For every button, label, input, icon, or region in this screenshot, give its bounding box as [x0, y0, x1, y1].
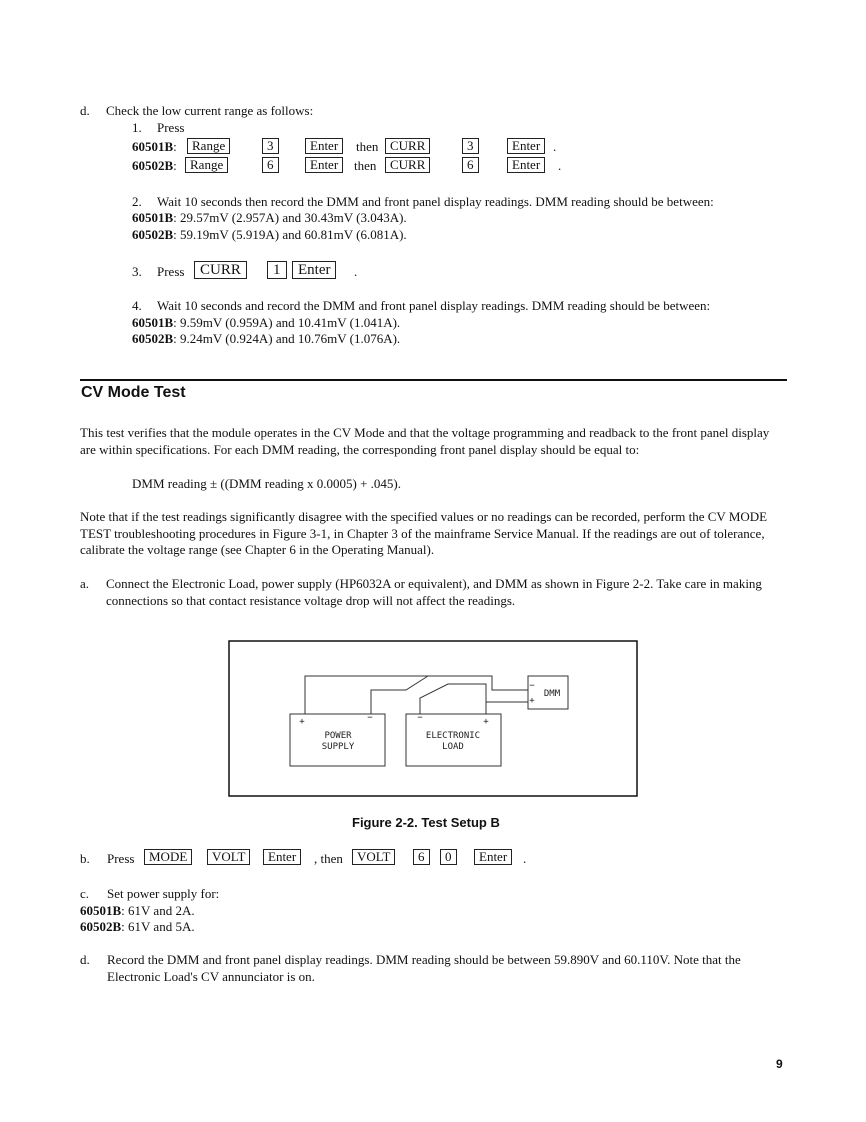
power-supply-label-1: POWER — [324, 731, 352, 741]
step-a-label: a. — [80, 576, 90, 591]
key-6[interactable]: 6 — [462, 157, 479, 173]
step-b-text: Press — [107, 851, 135, 866]
key-enter[interactable]: Enter — [474, 849, 512, 865]
item1-num: 1. — [132, 120, 142, 135]
item3-num: 3. — [132, 264, 142, 279]
section-title: CV Mode Test — [81, 384, 186, 401]
key-enter[interactable]: Enter — [292, 261, 336, 279]
step-a-text: Connect the Electronic Load, power supply (HP6032A or equivalent), and DMM as shown in Figure 2-2. Take care in making connections so that contact resistance voltage drop will not affect the readings. — [106, 576, 762, 608]
load-plus: + — [483, 717, 489, 727]
dmm-label: DMM — [543, 689, 561, 699]
key-enter[interactable]: Enter — [305, 157, 343, 173]
item4-num: 4. — [132, 298, 142, 313]
step-c-text: Set power supply for: — [107, 886, 220, 901]
row-end: . — [354, 264, 358, 279]
row-end: . — [523, 851, 527, 866]
key-1[interactable]: 1 — [267, 261, 287, 279]
then-text: then — [356, 139, 379, 154]
key-enter[interactable]: Enter — [263, 849, 301, 865]
key-enter[interactable]: Enter — [507, 138, 545, 154]
step-d2-text: Record the DMM and front panel display readings. DMM reading should be between 59.890V and 60.110V. Note that the Electronic Load's CV annunciator is on. — [107, 952, 741, 984]
note-paragraph: Note that if the test readings significantly disagree with the specified values or no readings can be recorded, perform the CV MODE TEST troubleshooting procedures in Figure 3-1, in Chapter 3 of the mainframe Service Manual. If the readings are out of tolerance, calibrate the voltage range (see Chapter 6 in the Operating Manual). — [80, 509, 768, 557]
figure-caption: Figure 2-2. Test Setup B — [352, 815, 500, 830]
dmm-plus: + — [529, 696, 535, 706]
intro-paragraph: This test verifies that the module operates in the CV Mode and that the voltage programming and readback to the front panel display are within specifications. For each DMM reading, the corresponding front panel display should be equal to: — [80, 425, 770, 457]
test-setup-diagram — [228, 640, 638, 798]
key-curr[interactable]: CURR — [385, 157, 430, 173]
item2-text: Wait 10 seconds then record the DMM and front panel display readings. DMM reading should be between: — [157, 194, 714, 209]
tolerance-formula: DMM reading ± ((DMM reading x 0.0005) + .045). — [132, 476, 402, 491]
key-enter[interactable]: Enter — [305, 138, 343, 154]
item2-60501b: 60501B: 29.57mV (2.957A) and 30.43mV (3.043A). — [132, 210, 407, 225]
step-d-intro: Check the low current range as follows: — [106, 103, 314, 118]
row1-model: 60501B: — [132, 139, 177, 154]
row-end: . — [553, 139, 557, 154]
then-text: , then — [314, 851, 343, 866]
key-6[interactable]: 6 — [413, 849, 430, 865]
then-text: then — [354, 158, 377, 173]
key-6[interactable]: 6 — [262, 157, 279, 173]
key-3[interactable]: 3 — [262, 138, 279, 154]
key-curr[interactable]: CURR — [194, 261, 247, 279]
key-0[interactable]: 0 — [440, 849, 457, 865]
step-c-label: c. — [80, 886, 90, 901]
row-end: . — [558, 158, 562, 173]
step-d-label: d. — [80, 103, 90, 118]
load-minus: − — [417, 713, 423, 723]
page-number: 9 — [776, 1057, 783, 1071]
load-label-1: ELECTRONIC — [425, 731, 481, 741]
item2-num: 2. — [132, 194, 142, 209]
item3-text: Press — [157, 264, 185, 279]
ps-plus: + — [299, 717, 305, 727]
key-range[interactable]: Range — [187, 138, 230, 154]
key-curr[interactable]: CURR — [385, 138, 430, 154]
key-mode[interactable]: MODE — [144, 849, 192, 865]
key-range[interactable]: Range — [185, 157, 228, 173]
key-volt[interactable]: VOLT — [207, 849, 250, 865]
load-label-2: LOAD — [442, 742, 464, 752]
row2-model: 60502B: — [132, 158, 177, 173]
power-supply-label-2: SUPPLY — [321, 742, 355, 752]
ps-minus: − — [367, 713, 373, 723]
item4-text: Wait 10 seconds and record the DMM and front panel display readings. DMM reading should be between: — [157, 298, 711, 313]
key-enter[interactable]: Enter — [507, 157, 545, 173]
key-volt[interactable]: VOLT — [352, 849, 395, 865]
step-b-label: b. — [80, 851, 90, 866]
item1-text: Press — [157, 120, 185, 135]
step-d2-label: d. — [80, 952, 90, 967]
key-3[interactable]: 3 — [462, 138, 479, 154]
item4-60502b: 60502B: 9.24mV (0.924A) and 10.76mV (1.076A). — [132, 331, 401, 346]
step-c-60501b: 60501B: 61V and 2A. — [80, 903, 195, 918]
item4-60501b: 60501B: 9.59mV (0.959A) and 10.41mV (1.041A). — [132, 315, 401, 330]
item2-60502b: 60502B: 59.19mV (5.919A) and 60.81mV (6.081A). — [132, 227, 407, 242]
dmm-minus: − — [529, 681, 535, 691]
step-c-60502b: 60502B: 61V and 5A. — [80, 919, 195, 934]
section-rule — [80, 379, 787, 381]
